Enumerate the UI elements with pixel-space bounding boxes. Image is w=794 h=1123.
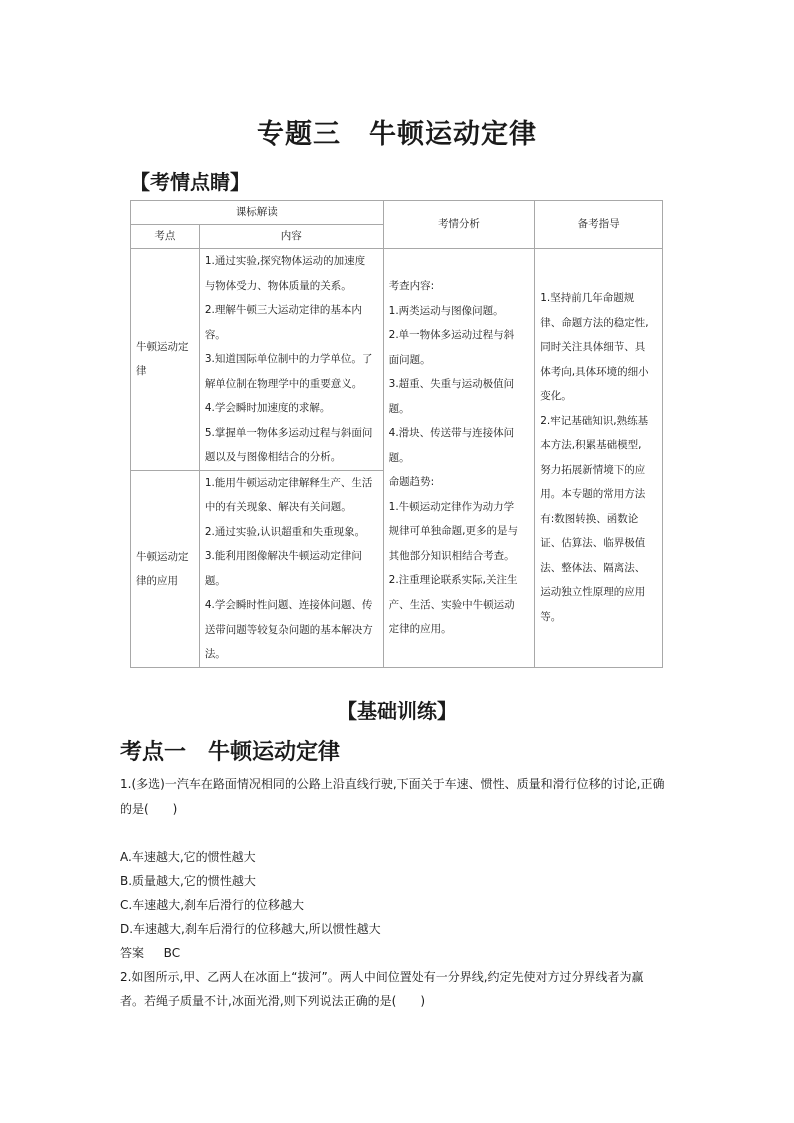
answer-line — [120, 944, 180, 961]
question-1-stem: 1.(多选)一汽车在路面情况相同的公路上沿直线行驶,下面关于车速、惯性、质量和滑行位移的讨论,正确 — [120, 777, 665, 791]
question-2-stem: 2.如图所示,甲、乙两人在冰面上“拔河”。两人中间位置处有一分界线,约定先使对方过分界线者为赢 — [120, 970, 644, 984]
header-guide: 备考指导 — [535, 201, 663, 249]
topic-cell: 牛顿运动定 律的应用 — [131, 470, 200, 667]
header-curriculum: 课标解读 — [131, 201, 384, 225]
analysis-cell: 考查内容: 1.两类运动与图像问题。 2.单一物体多运动过程与斜 面问题。 3.超重、失重与运动极值问 题。 4.滑块、传送带与连接体问 题。 命题趋势: 1.牛顿运动定律作为动力学 规律可单独命题,更多的是与 其他部分知识相结合考查。 2.注重理论联系实际,关注生 产、生活、实验中牛顿运动 定律的应用。 — [383, 249, 535, 668]
option-c: C.车速越大,刹车后滑行的位移越大 — [120, 898, 305, 912]
section-heading-exam-insight: 【考情点睛】 — [130, 170, 250, 194]
option-a: A.车速越大,它的惯性越大 — [120, 850, 256, 864]
topic-heading: 考点一 牛顿运动定律 — [120, 740, 341, 765]
answer-label: 答案 — [120, 946, 145, 960]
question-2-stem-cont: 者。若绳子质量不计,冰面光滑,则下列说法正确的是( ) — [120, 994, 425, 1008]
table-header-row — [131, 201, 663, 225]
header-content: 内容 — [199, 225, 383, 249]
table-row — [131, 249, 663, 471]
content-cell: 1.通过实验,探究物体运动的加速度 与物体受力、物体质量的关系。 2.理解牛顿三大运动定律的基本内 容。 3.知道国际单位制中的力学单位。了 解单位制在物理学中的重要意义。 4.学会瞬时加速度的求解。 5.掌握单一物体多运动过程与斜面问 题以及与图像相结合的分析。 — [199, 249, 383, 471]
page-title: 专题三 牛顿运动定律 — [257, 119, 537, 150]
option-b: B.质量越大,它的惯性越大 — [120, 874, 256, 888]
header-analysis: 考情分析 — [383, 201, 535, 249]
content-cell: 1.能用牛顿运动定律解释生产、生活 中的有关现象、解决有关问题。 2.通过实验,认识超重和失重现象。 3.能利用图像解决牛顿运动定律问 题。 4.学会瞬时性问题、连接体问题、传 送带问题等较复杂问题的基本解决方 法。 — [199, 470, 383, 667]
answer-value: BC — [163, 946, 181, 960]
guide-cell: 1.坚持前几年命题规 律、命题方法的稳定性, 同时关注具体细节、具 体考向,具体环境的细小 变化。 2.牢记基础知识,熟练基 本方法,积累基础模型, 努力拓展新情境下的应 用。本专题的常用方法 有:数图转换、函数论 证、估算法、临界极值 法、整体法、隔离法、 运动独立性原理的应用 等。 — [535, 249, 663, 668]
header-topic: 考点 — [131, 225, 200, 249]
option-d: D.车速越大,刹车后滑行的位移越大,所以惯性越大 — [120, 922, 381, 936]
question-1-stem-cont: 的是( ) — [120, 802, 178, 816]
section-heading-basic-training: 【基础训练】 — [337, 699, 457, 723]
exam-overview-table — [130, 200, 663, 668]
topic-cell: 牛顿运动定 律 — [131, 249, 200, 471]
